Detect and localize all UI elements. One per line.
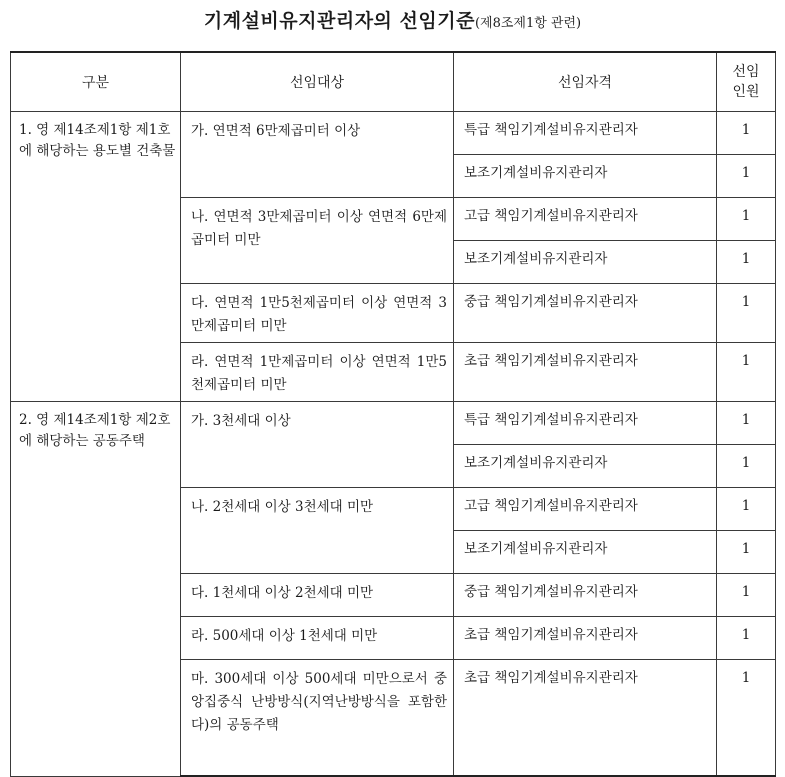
qualification-cell: 고급 책임기계설비유지관리자 <box>454 487 717 530</box>
target-1-na: 나. 연면적 3만제곱미터 이상 연면적 6만제곱미터 미만 <box>181 197 454 283</box>
qualification-cell: 보조기계설비유지관리자 <box>454 444 717 487</box>
target-2-ga: 가. 3천세대 이상 <box>181 401 454 487</box>
section-1-gubun: 1. 영 제14조제1항 제1호에 해당하는 용도별 건축물 <box>11 111 181 401</box>
qualification-cell: 중급 책임기계설비유지관리자 <box>454 573 717 616</box>
table-body <box>11 111 776 776</box>
qualification-cell: 초급 책임기계설비유지관리자 <box>454 616 717 659</box>
count-cell: 1 <box>717 487 776 530</box>
count-cell: 1 <box>717 401 776 444</box>
qualification-cell: 초급 책임기계설비유지관리자 <box>454 342 717 401</box>
count-cell: 1 <box>717 659 776 776</box>
target-1-da: 다. 연면적 1만5천제곱미터 이상 연면적 3만제곱미터 미만 <box>181 283 454 342</box>
target-2-ra: 라. 500세대 이상 1천세대 미만 <box>181 616 454 659</box>
page-title <box>0 6 785 33</box>
header-qualification: 선임자격 <box>454 52 717 111</box>
qualification-cell: 보조기계설비유지관리자 <box>454 240 717 283</box>
target-2-da: 다. 1천세대 이상 2천세대 미만 <box>181 573 454 616</box>
count-cell: 1 <box>717 154 776 197</box>
section-2-gubun: 2. 영 제14조제1항 제2호에 해당하는 공동주택 <box>11 401 181 776</box>
qualification-cell: 초급 책임기계설비유지관리자 <box>454 659 717 776</box>
count-cell: 1 <box>717 573 776 616</box>
target-2-ma: 마. 300세대 이상 500세대 미만으로서 중앙집중식 난방방식(지역난방방식을 포함한다)의 공동주택 <box>181 659 454 776</box>
qualification-cell: 특급 책임기계설비유지관리자 <box>454 111 717 154</box>
qualification-cell: 특급 책임기계설비유지관리자 <box>454 401 717 444</box>
table-header <box>11 52 776 111</box>
count-cell: 1 <box>717 444 776 487</box>
target-1-ra: 라. 연면적 1만제곱미터 이상 연면적 1만5천제곱미터 미만 <box>181 342 454 401</box>
count-cell: 1 <box>717 342 776 401</box>
target-2-na: 나. 2천세대 이상 3천세대 미만 <box>181 487 454 573</box>
qualification-cell: 중급 책임기계설비유지관리자 <box>454 283 717 342</box>
qualification-cell: 보조기계설비유지관리자 <box>454 154 717 197</box>
count-cell: 1 <box>717 240 776 283</box>
count-cell: 1 <box>717 530 776 573</box>
title-main: 기계설비유지관리자의 선임기준 <box>203 10 475 32</box>
table-row <box>11 401 776 444</box>
count-cell: 1 <box>717 616 776 659</box>
title-sub: (제8조제1항 관련) <box>474 16 582 31</box>
target-1-ga: 가. 연면적 6만제곱미터 이상 <box>181 111 454 197</box>
count-cell: 1 <box>717 111 776 154</box>
qualification-cell: 보조기계설비유지관리자 <box>454 530 717 573</box>
header-gubun: 구분 <box>11 52 181 111</box>
count-cell: 1 <box>717 283 776 342</box>
table-row <box>11 111 776 154</box>
count-cell: 1 <box>717 197 776 240</box>
header-target: 선임대상 <box>181 52 454 111</box>
qualification-cell: 고급 책임기계설비유지관리자 <box>454 197 717 240</box>
header-count: 선임 인원 <box>717 52 776 111</box>
criteria-table <box>10 51 776 777</box>
